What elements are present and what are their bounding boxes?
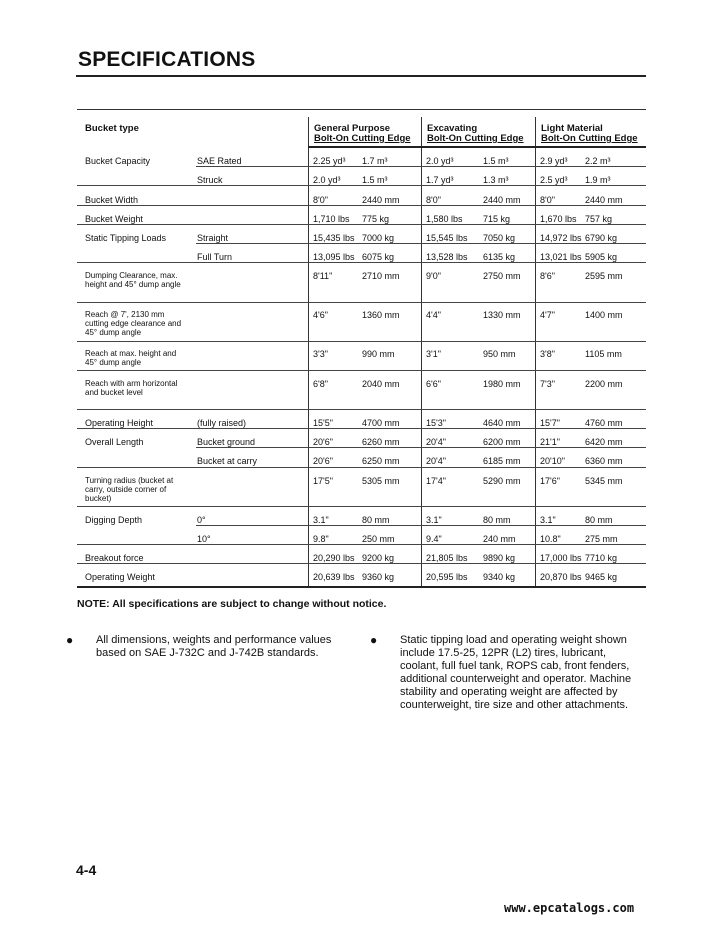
header-bucket-type: Bucket type bbox=[85, 123, 139, 134]
imperial-value: 13,528 lbs bbox=[426, 252, 468, 262]
metric-value: 5305 mm bbox=[362, 476, 400, 486]
imperial-value: 21,805 lbs bbox=[426, 553, 468, 563]
row-separator bbox=[77, 506, 646, 507]
row-label: Bucket Width bbox=[85, 195, 139, 205]
bullet-dot-icon: ● bbox=[370, 633, 378, 647]
imperial-value: 13,095 lbs bbox=[313, 252, 355, 262]
imperial-value: 3'3" bbox=[313, 349, 328, 359]
imperial-value: 20,639 lbs bbox=[313, 572, 355, 582]
imperial-value: 6'8" bbox=[313, 379, 328, 389]
row-separator bbox=[77, 563, 646, 564]
row-label: Reach @ 7', 2130 mm cutting edge clearance and 45° dump angle bbox=[85, 310, 182, 337]
metric-value: 2.2 m³ bbox=[585, 156, 611, 166]
metric-value: 5345 mm bbox=[585, 476, 623, 486]
row-separator bbox=[77, 428, 646, 429]
header-line: Bolt-On Cutting Edge bbox=[314, 133, 411, 144]
imperial-value: 20'6" bbox=[313, 456, 333, 466]
row-label: Operating Height bbox=[85, 418, 154, 428]
imperial-value: 3.1" bbox=[313, 515, 329, 525]
metric-value: 6360 mm bbox=[585, 456, 623, 466]
metric-value: 80 mm bbox=[362, 515, 390, 525]
row-sublabel: Full Turn bbox=[197, 252, 233, 262]
metric-value: 1.5 m³ bbox=[362, 175, 388, 185]
metric-value: 5290 mm bbox=[483, 476, 521, 486]
imperial-value: 15,545 lbs bbox=[426, 233, 468, 243]
bullet-text: Static tipping load and operating weight shown include 17.5-25, 12PR (L2) tires, lubricant, coolant, full fuel tank, ROPS cab, front fenders, additional counterweight and operator. Machine stability and operating weight are affected by counterweight, tire size and other attachments. bbox=[400, 634, 632, 711]
imperial-value: 2.25 yd³ bbox=[313, 156, 346, 166]
title-rule bbox=[76, 75, 646, 77]
bullet-dot-icon: ● bbox=[66, 633, 74, 647]
row-separator bbox=[77, 467, 646, 468]
imperial-value: 15'3" bbox=[426, 418, 446, 428]
metric-value: 757 kg bbox=[585, 214, 613, 224]
metric-value: 9200 kg bbox=[362, 553, 395, 563]
page-title: SPECIFICATIONS bbox=[78, 48, 256, 71]
metric-value: 7050 kg bbox=[483, 233, 516, 243]
metric-value: 1.3 m³ bbox=[483, 175, 509, 185]
row-separator bbox=[77, 341, 646, 342]
header-line: General Purpose bbox=[314, 123, 391, 134]
imperial-value: 15'7" bbox=[540, 418, 560, 428]
metric-value: 2440 mm bbox=[362, 195, 400, 205]
row-label: Overall Length bbox=[85, 437, 144, 447]
row-sublabel: SAE Rated bbox=[197, 156, 242, 166]
metric-value: 6420 mm bbox=[585, 437, 623, 447]
imperial-value: 1,670 lbs bbox=[540, 214, 577, 224]
row-separator bbox=[196, 525, 646, 526]
metric-value: 775 kg bbox=[362, 214, 390, 224]
row-sublabel: 0° bbox=[197, 515, 206, 525]
metric-value: 80 mm bbox=[483, 515, 511, 525]
metric-value: 6200 mm bbox=[483, 437, 521, 447]
imperial-value: 21'1" bbox=[540, 437, 560, 447]
imperial-value: 4'7" bbox=[540, 310, 555, 320]
specifications-note: NOTE: All specifications are subject to change without notice. bbox=[77, 598, 387, 610]
row-label: Bucket Weight bbox=[85, 214, 143, 224]
metric-value: 6250 mm bbox=[362, 456, 400, 466]
metric-value: 2750 mm bbox=[483, 271, 521, 281]
metric-value: 7710 kg bbox=[585, 553, 618, 563]
metric-value: 6135 kg bbox=[483, 252, 516, 262]
row-separator bbox=[77, 544, 646, 545]
metric-value: 715 kg bbox=[483, 214, 511, 224]
imperial-value: 17'5" bbox=[313, 476, 333, 486]
metric-value: 1330 mm bbox=[483, 310, 521, 320]
header-excavating bbox=[427, 124, 524, 144]
imperial-value: 1.7 yd³ bbox=[426, 175, 454, 185]
imperial-value: 3.1" bbox=[540, 515, 556, 525]
imperial-value: 20,870 lbs bbox=[540, 572, 582, 582]
metric-value: 7000 kg bbox=[362, 233, 395, 243]
metric-value: 9340 kg bbox=[483, 572, 516, 582]
imperial-value: 8'0" bbox=[426, 195, 441, 205]
imperial-value: 20'4" bbox=[426, 456, 446, 466]
row-separator bbox=[77, 224, 646, 225]
imperial-value: 20'4" bbox=[426, 437, 446, 447]
row-sublabel: Bucket at carry bbox=[197, 456, 258, 466]
row-sublabel: 10° bbox=[197, 534, 211, 544]
watermark: www.epcatalogs.com bbox=[504, 901, 635, 915]
imperial-value: 2.0 yd³ bbox=[313, 175, 341, 185]
imperial-value: 9.4" bbox=[426, 534, 442, 544]
row-label: Dumping Clearance, max. height and 45° dump angle bbox=[85, 271, 181, 289]
row-label: Digging Depth bbox=[85, 515, 143, 525]
metric-value: 240 mm bbox=[483, 534, 516, 544]
imperial-value: 14,972 lbs bbox=[540, 233, 582, 243]
imperial-value: 3'1" bbox=[426, 349, 441, 359]
metric-value: 2200 mm bbox=[585, 379, 623, 389]
imperial-value: 17'4" bbox=[426, 476, 446, 486]
table-top-rule bbox=[77, 109, 646, 110]
row-label: Breakout force bbox=[85, 553, 144, 563]
row-separator bbox=[77, 262, 646, 263]
imperial-value: 8'0" bbox=[540, 195, 555, 205]
metric-value: 80 mm bbox=[585, 515, 613, 525]
imperial-value: 9.8" bbox=[313, 534, 329, 544]
imperial-value: 8'11" bbox=[313, 271, 333, 281]
imperial-value: 1,710 lbs bbox=[313, 214, 350, 224]
imperial-value: 4'4" bbox=[426, 310, 441, 320]
row-separator bbox=[196, 166, 646, 167]
row-sublabel: Straight bbox=[197, 233, 229, 243]
row-separator bbox=[196, 243, 646, 244]
row-sublabel: (fully raised) bbox=[197, 418, 247, 428]
imperial-value: 15'5" bbox=[313, 418, 333, 428]
metric-value: 275 mm bbox=[585, 534, 618, 544]
imperial-value: 1,580 lbs bbox=[426, 214, 463, 224]
imperial-value: 9'0" bbox=[426, 271, 441, 281]
imperial-value: 20'6" bbox=[313, 437, 333, 447]
imperial-value: 3'8" bbox=[540, 349, 555, 359]
metric-value: 1360 mm bbox=[362, 310, 400, 320]
row-separator bbox=[77, 370, 646, 371]
imperial-value: 8'6" bbox=[540, 271, 555, 281]
column-divider bbox=[535, 117, 536, 586]
imperial-value: 8'0" bbox=[313, 195, 328, 205]
metric-value: 1.9 m³ bbox=[585, 175, 611, 185]
row-label: Turning radius (bucket at carry, outside corner of bucket) bbox=[85, 476, 174, 503]
imperial-value: 4'6" bbox=[313, 310, 328, 320]
header-line: Bolt-On Cutting Edge bbox=[427, 133, 524, 144]
row-separator bbox=[77, 302, 646, 303]
metric-value: 9890 kg bbox=[483, 553, 516, 563]
metric-value: 9360 kg bbox=[362, 572, 395, 582]
imperial-value: 2.0 yd³ bbox=[426, 156, 454, 166]
imperial-value: 10.8" bbox=[540, 534, 561, 544]
metric-value: 6075 kg bbox=[362, 252, 395, 262]
metric-value: 990 mm bbox=[362, 349, 395, 359]
metric-value: 9465 kg bbox=[585, 572, 618, 582]
metric-value: 6260 mm bbox=[362, 437, 400, 447]
metric-value: 4640 mm bbox=[483, 418, 521, 428]
row-label: Reach with arm horizontal and bucket level bbox=[85, 379, 178, 397]
column-divider bbox=[308, 117, 309, 586]
metric-value: 5905 kg bbox=[585, 252, 618, 262]
header-line: Light Material bbox=[541, 123, 603, 134]
row-separator bbox=[196, 447, 646, 448]
imperial-value: 15,435 lbs bbox=[313, 233, 355, 243]
header-rule bbox=[308, 146, 646, 148]
imperial-value: 20,595 lbs bbox=[426, 572, 468, 582]
header-general-purpose bbox=[314, 124, 411, 144]
metric-value: 4760 mm bbox=[585, 418, 623, 428]
imperial-value: 17,000 lbs bbox=[540, 553, 582, 563]
metric-value: 6790 kg bbox=[585, 233, 618, 243]
metric-value: 4700 mm bbox=[362, 418, 400, 428]
bullet-text: All dimensions, weights and performance values based on SAE J-732C and J-742B standards. bbox=[96, 634, 332, 659]
metric-value: 2710 mm bbox=[362, 271, 400, 281]
row-separator bbox=[77, 205, 646, 206]
metric-value: 1105 mm bbox=[585, 349, 622, 359]
metric-value: 2595 mm bbox=[585, 271, 623, 281]
row-sublabel: Struck bbox=[197, 175, 223, 185]
row-label: Operating Weight bbox=[85, 572, 155, 582]
row-label: Bucket Capacity bbox=[85, 156, 151, 166]
imperial-value: 6'6" bbox=[426, 379, 441, 389]
column-divider bbox=[421, 117, 422, 586]
metric-value: 6185 mm bbox=[483, 456, 521, 466]
header-light-material bbox=[541, 124, 638, 144]
row-label: Static Tipping Loads bbox=[85, 233, 167, 243]
row-separator bbox=[77, 409, 646, 410]
imperial-value: 7'3" bbox=[540, 379, 555, 389]
metric-value: 950 mm bbox=[483, 349, 516, 359]
table-bottom-rule bbox=[77, 586, 646, 588]
row-separator bbox=[77, 185, 646, 186]
imperial-value: 2.5 yd³ bbox=[540, 175, 568, 185]
metric-value: 1.5 m³ bbox=[483, 156, 509, 166]
imperial-value: 20'10" bbox=[540, 456, 565, 466]
page-number: 4-4 bbox=[76, 862, 97, 878]
imperial-value: 3.1" bbox=[426, 515, 442, 525]
metric-value: 250 mm bbox=[362, 534, 395, 544]
metric-value: 2440 mm bbox=[483, 195, 521, 205]
header-line: Excavating bbox=[427, 123, 478, 134]
row-label: Reach at max. height and 45° dump angle bbox=[85, 349, 177, 367]
metric-value: 1980 mm bbox=[483, 379, 521, 389]
imperial-value: 2.9 yd³ bbox=[540, 156, 568, 166]
imperial-value: 17'6" bbox=[540, 476, 560, 486]
metric-value: 1400 mm bbox=[585, 310, 623, 320]
row-sublabel: Bucket ground bbox=[197, 437, 256, 447]
metric-value: 2040 mm bbox=[362, 379, 400, 389]
header-line: Bolt-On Cutting Edge bbox=[541, 133, 638, 144]
metric-value: 2440 mm bbox=[585, 195, 623, 205]
imperial-value: 20,290 lbs bbox=[313, 553, 355, 563]
imperial-value: 13,021 lbs bbox=[540, 252, 582, 262]
metric-value: 1.7 m³ bbox=[362, 156, 388, 166]
